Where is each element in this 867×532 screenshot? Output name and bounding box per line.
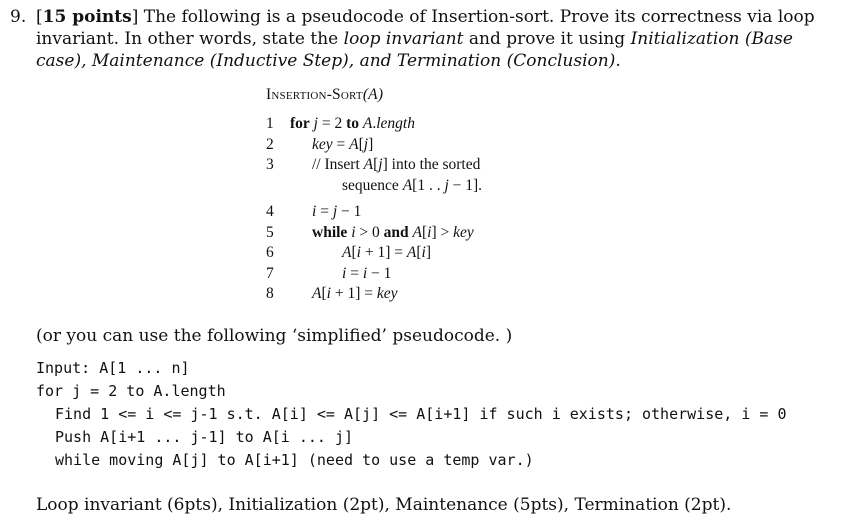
problem-line-2b: and prove it using xyxy=(463,29,631,49)
problem-statement xyxy=(10,6,850,72)
code-line xyxy=(266,202,482,223)
simplified-intro: (or you can use the following ‘simplified’ pseudocode. ) xyxy=(36,326,513,346)
problem-line-2a: invariant. In other words, state the xyxy=(36,29,344,49)
simplified-line: Find 1 <= i <= j-1 s.t. A[i] <= A[j] <= A[i+1] if such i exists; otherwise, i = 0 xyxy=(55,405,787,423)
line-number: 8 xyxy=(266,285,274,302)
code-text: A[i + 1] = key xyxy=(312,285,398,302)
code-text: i = i − 1 xyxy=(342,264,392,282)
problem-line-3-end: . xyxy=(615,51,621,71)
grading-breakdown: Loop invariant (6pts), Initialization (2pt), Maintenance (5pts), Termination (2pt). xyxy=(36,495,732,515)
code-line xyxy=(266,243,482,264)
line-number: 3 xyxy=(266,156,274,173)
code-text: A[i + 1] = A[i] xyxy=(342,244,431,261)
line-number: 1 xyxy=(266,115,274,132)
line-number: 4 xyxy=(266,203,274,220)
code-comment: // Insert A[j] into the sorted xyxy=(312,156,481,173)
code-line xyxy=(266,223,482,244)
line-number: 6 xyxy=(266,244,274,261)
simplified-line: Input: A[1 ... n] xyxy=(36,359,190,377)
pseudocode-title xyxy=(266,86,482,106)
problem-line-3-italic: case), Maintenance (Inductive Step), and Termination (Conclusion) xyxy=(36,51,616,71)
code-line xyxy=(266,135,482,156)
code-line xyxy=(266,176,482,197)
problem-line-2 xyxy=(10,28,850,50)
code-text: key = A[j] xyxy=(312,135,374,153)
problem-number: 9. xyxy=(10,7,27,27)
code-text: i = j − 1 xyxy=(312,203,362,220)
problem-points: [15 points] xyxy=(36,7,139,27)
line-number: 2 xyxy=(266,135,274,153)
code-line xyxy=(266,284,482,305)
problem-line-1 xyxy=(10,6,850,28)
insertion-sort-pseudocode xyxy=(266,86,482,305)
simplified-line: while moving A[j] to A[i+1] (need to use a temp var.) xyxy=(55,451,534,469)
procedure-name: Insertion-Sort xyxy=(266,86,363,103)
simplified-pseudocode xyxy=(36,357,787,472)
line-number: 7 xyxy=(266,264,274,282)
code-comment: sequence A[1 . . j − 1]. xyxy=(342,176,483,194)
code-line xyxy=(266,114,482,135)
code-line xyxy=(266,155,482,176)
line-number: 5 xyxy=(266,223,274,241)
procedure-arg: (A) xyxy=(362,86,384,103)
simplified-line: Push A[i+1 ... j-1] to A[i ... j] xyxy=(55,428,354,446)
problem-line-3 xyxy=(10,50,850,72)
problem-line-1-text: The following is a pseudocode of Insertion-sort. Prove its correctness via loop xyxy=(138,7,815,27)
code-text: for j = 2 to A.length xyxy=(290,115,415,132)
initialization-term: Initialization (Base xyxy=(630,29,793,49)
code-line xyxy=(266,264,482,285)
code-text: while i > 0 and A[i] > key xyxy=(312,223,474,241)
loop-invariant-term: loop invariant xyxy=(343,29,464,49)
simplified-line: for j = 2 to A.length xyxy=(36,382,226,400)
